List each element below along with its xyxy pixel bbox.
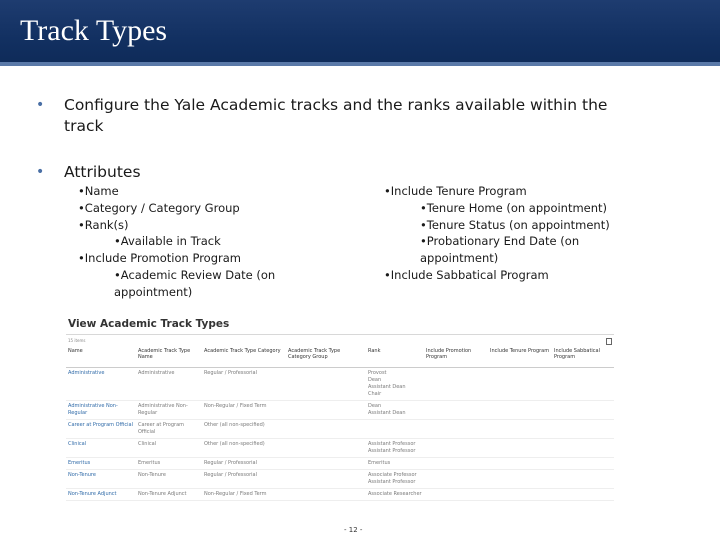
table-cell: [488, 489, 552, 501]
screenshot-divider: [66, 334, 614, 335]
track-name-link[interactable]: Emeritus: [66, 458, 136, 470]
track-name-link[interactable]: Administrative Non-Regular: [66, 401, 136, 420]
table-cell: Other (all non-specified): [202, 420, 286, 439]
track-name-link[interactable]: Clinical: [66, 439, 136, 458]
column-header[interactable]: Rank: [366, 347, 424, 368]
screenshot-title: View Academic Track Types: [68, 318, 230, 330]
track-name-link[interactable]: Administrative: [66, 368, 136, 401]
title-accent-line: [0, 62, 720, 66]
bullet-configure: [36, 95, 676, 139]
table-cell: Administrative Non-Regular: [136, 401, 202, 420]
column-header[interactable]: Include Tenure Program: [488, 347, 552, 368]
table-cell: [286, 458, 366, 470]
bullet-text: Attributes: [64, 163, 141, 181]
attribute-item: •Category / Category Group: [78, 200, 240, 215]
table-row[interactable]: [66, 401, 614, 420]
table-cell: [286, 439, 366, 458]
table-cell: [552, 401, 614, 420]
attribute-item: appointment): [420, 251, 499, 266]
table-cell: Assistant Professor Assistant Professor: [366, 439, 424, 458]
attributes-right-list: [384, 183, 610, 284]
track-types-table: [66, 347, 614, 501]
table-cell: Emeritus: [366, 458, 424, 470]
title-bar: [0, 0, 720, 66]
column-header[interactable]: Academic Track Type Category: [202, 347, 286, 368]
attribute-item: •Rank(s): [78, 217, 129, 232]
table-cell: Emeritus: [136, 458, 202, 470]
table-cell: Dean Assistant Dean: [366, 401, 424, 420]
table-row[interactable]: [66, 470, 614, 489]
table-cell: [552, 489, 614, 501]
table-cell: [488, 368, 552, 401]
slide-title: Track Types: [20, 14, 168, 47]
table-cell: [424, 470, 488, 489]
bullet-attributes: [36, 162, 336, 184]
table-cell: [286, 420, 366, 439]
table-cell: [286, 470, 366, 489]
table-cell: [488, 470, 552, 489]
bullet-text-line2: track: [64, 117, 104, 135]
bullet-dot: •: [36, 97, 45, 113]
attributes-left-list: [78, 183, 275, 301]
table-cell: Clinical: [136, 439, 202, 458]
table-row[interactable]: [66, 420, 614, 439]
table-cell: [424, 439, 488, 458]
items-count-label: 15 items: [68, 338, 86, 343]
attribute-item: •Include Sabbatical Program: [384, 267, 549, 282]
attribute-item: •Include Tenure Program: [384, 184, 527, 198]
table-cell: [552, 368, 614, 401]
table-cell: [552, 420, 614, 439]
table-cell: Other (all non-specified): [202, 439, 286, 458]
attribute-item: •Academic Review Date (on: [114, 267, 276, 282]
attribute-item: •Probationary End Date (on: [420, 234, 580, 249]
table-cell: [488, 439, 552, 458]
table-row[interactable]: [66, 439, 614, 458]
table-cell: [552, 439, 614, 458]
table-cell: [424, 420, 488, 439]
table-row[interactable]: [66, 458, 614, 470]
track-name-link[interactable]: Non-Tenure: [66, 470, 136, 489]
table-row[interactable]: [66, 368, 614, 401]
table-cell: [424, 458, 488, 470]
table-cell: Administrative: [136, 368, 202, 401]
table-cell: Associate Professor Assistant Professor: [366, 470, 424, 489]
column-header[interactable]: Name: [66, 347, 136, 368]
attribute-item: •Include Promotion Program: [78, 251, 241, 266]
table-cell: Regular / Professorial: [202, 470, 286, 489]
table-body: [66, 368, 614, 501]
table-cell: [424, 401, 488, 420]
table-cell: Associate Researcher: [366, 489, 424, 501]
table-cell: [488, 458, 552, 470]
bullet-dot: •: [36, 164, 45, 180]
attribute-item: •Available in Track: [114, 234, 221, 249]
table-cell: [286, 489, 366, 501]
column-header[interactable]: Include Sabbatical Program: [552, 347, 614, 368]
table-cell: [488, 401, 552, 420]
table-row[interactable]: [66, 489, 614, 501]
table-cell: [424, 368, 488, 401]
table-cell: [552, 470, 614, 489]
table-cell: Regular / Professorial: [202, 458, 286, 470]
track-name-link[interactable]: Career at Program Official: [66, 420, 136, 439]
table-cell: [286, 368, 366, 401]
track-name-link[interactable]: Non-Tenure Adjunct: [66, 489, 136, 501]
table-cell: Non-Tenure: [136, 470, 202, 489]
table-header-row: [66, 347, 614, 368]
table-cell: [366, 420, 424, 439]
table-cell: Non-Regular / Fixed Term: [202, 401, 286, 420]
column-header[interactable]: Academic Track Type Category Group: [286, 347, 366, 368]
table-cell: Non-Tenure Adjunct: [136, 489, 202, 501]
table-cell: Provost Dean Assistant Dean Chair: [366, 368, 424, 401]
attribute-item: appointment): [114, 284, 193, 299]
attribute-item: •Tenure Home (on appointment): [420, 200, 608, 215]
table-cell: Non-Regular / Fixed Term: [202, 489, 286, 501]
page-number: - 12 -: [344, 526, 363, 534]
table-cell: [286, 401, 366, 420]
table-cell: [424, 489, 488, 501]
table-cell: [552, 458, 614, 470]
table-cell: Career at Program Official: [136, 420, 202, 439]
table-cell: Regular / Professorial: [202, 368, 286, 401]
attribute-item: •Name: [78, 184, 119, 198]
table-cell: [488, 420, 552, 439]
bullet-text-line1: Configure the Yale Academic tracks and the ranks available within the: [64, 96, 608, 114]
attribute-item: •Tenure Status (on appointment): [420, 217, 610, 232]
column-header[interactable]: Academic Track Type Name: [136, 347, 202, 368]
track-types-screenshot: [66, 314, 614, 518]
column-header[interactable]: Include Promotion Program: [424, 347, 488, 368]
export-icon[interactable]: [606, 338, 612, 345]
